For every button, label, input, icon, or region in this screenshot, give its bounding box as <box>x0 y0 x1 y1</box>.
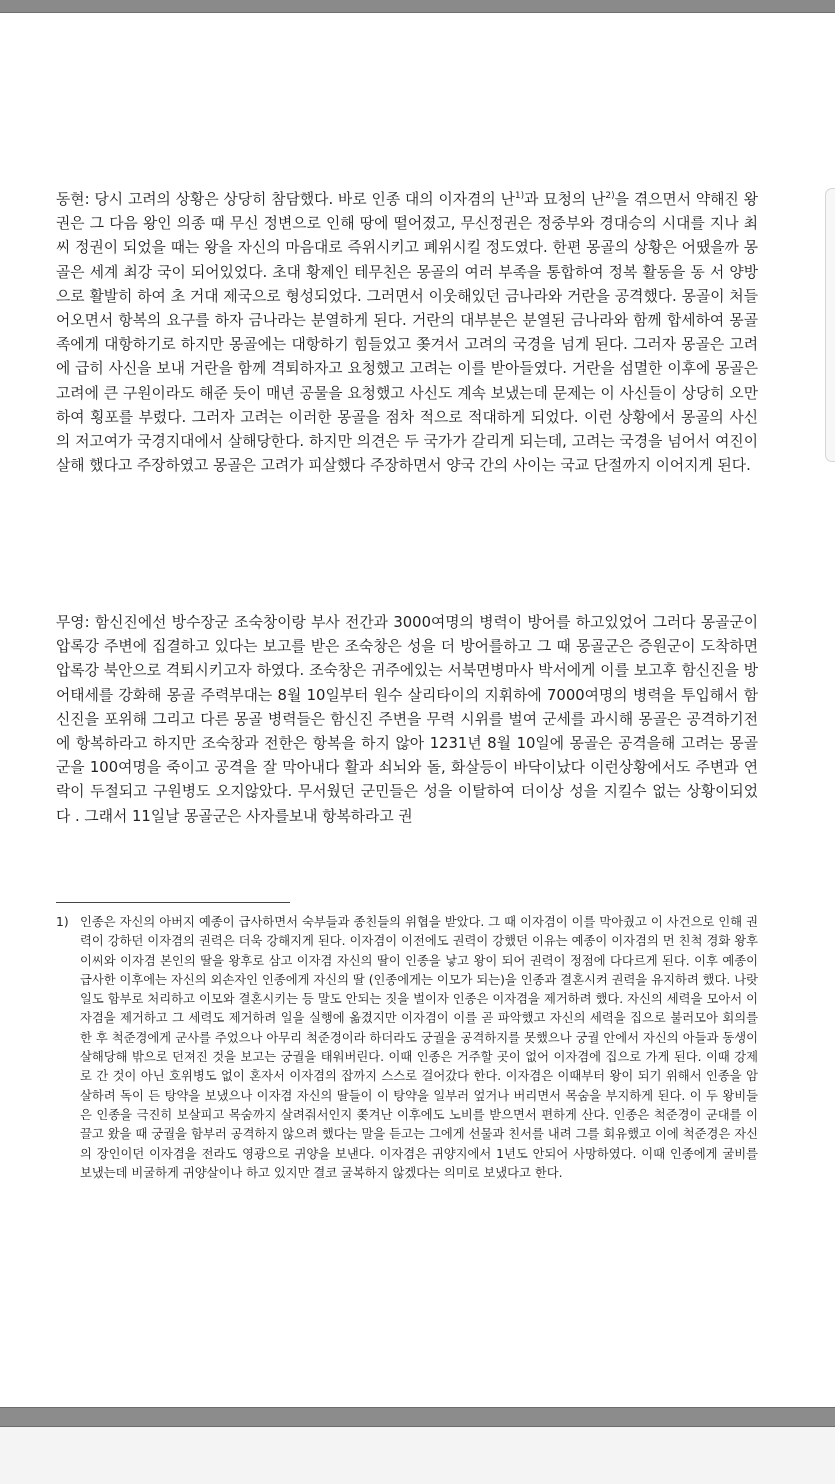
next-page-area <box>0 1427 835 1484</box>
document-page[interactable] <box>0 13 835 1407</box>
footnote-number: 1) <box>56 915 69 929</box>
footnote-divider <box>56 902 290 903</box>
viewer-bottom-bar <box>0 1407 835 1427</box>
viewer-top-bar <box>0 0 835 13</box>
footnote-text: 인종은 자신의 아버지 예종이 급사하면서 숙부들과 종친들의 위협을 받았다. 그 때 이자겸이 이를 막아줬고 이 사건으로 인해 권력이 강하던 이자겸의 권력은 더욱 강해지게 된다. 이자겸이 이전에도 권력이 강했던 이유는 예종이 이자겸의 먼 친척 경화 왕후 이씨와 이자겸 본인의 딸을 왕후로 삼고 이자겸 자신의 딸이 인종을 낳고 왕이 되어 권력이 정점에 다다르게 된다. 이후 예종이 급사한 이후에는 자신의 외손자인 인종에게 자신의 딸 (인종에게는 이모가 되는)을 인종과 결혼시켜 권력을 유지하려 했다. 나랏일도 함부로 처리하고 이모와 결혼시키는 등 말도 안되는 짓을 벌이자 인종은 이자겸을 제거하려 했다. 자신의 세력을 모아서 이자겸을 제거하고 그 세력도 제거하려 일을 실행에 옮겼지만 이자겸이 이를 곧 파악했고 자신의 세력을 집으로 불러모아 회의를 한 후 척준경에게 군사를 주었으나 아무리 척준경이라 하더라도 궁궐을 공격하지를 못했으나 궁궐 안에서 자신의 아들과 동생이 살해당해 밖으로 던져진 것을 보고는 궁궐을 태워버린다. 이때 인종은 거주할 곳이 없어 이자겸에 집으로 가게 된다. 이때 강제로 간 것이 아닌 호위병도 없이 혼자서 이자겸의 잡까지 스스로 걸어갔다 한다. 이자겸은 이때부터 왕이 되기 위해서 인종을 암살하려 독이 든 탕약을 보냈으나 이자겸 자신의 딸들이 이 탕약을 일부러 엎거나 버리면서 목숨을 부지하게 된다. 이 두 왕비들은 인종을 극진히 보살피고 목숨까지 살려줘서인지 쫒겨난 이후에도 노비를 받으면서 편하게 산다. 인종은 척준경이 군대를 이끌고 왔을 때 궁궐을 함부러 공격하지 않으려 했다는 말을 듣고는 그에게 선물과 친서를 내려 그를 회유했고 이에 척준경은 자신의 장인이던 이자겸을 전라도 영광으로 귀양을 보낸다. 이자겸은 귀양지에서 1년도 안되어 사망하였다. 이때 인종에게 굴비를 보냈는데 비굴하게 귀양살이나 하고 있지만 결코 굴복하지 않겠다는 의미로 보냈다고 한다. <box>80 915 758 1180</box>
paragraph-text: 과 묘청의 난 <box>524 191 606 208</box>
footnote-ref-2[interactable]: 2) <box>605 191 615 202</box>
paragraph-muyoung: 무영: 함신진에선 방수장군 조숙창이랑 부사 전간과 3000여명의 병력이 방어를 하고있었어 그러다 몽골군이 압록강 주변에 집결하고 있다는 보고를 받은 조숙창은 성을 더 방어를하고 그 때 몽골군은 증원군이 도착하면 압록강 북안으로 격퇴시키고자 하였다. 조숙창은 귀주에있는 서북면병마사 박서에게 이를 보고후 함신진을 방어태세를 강화해 몽골 주력부대는 8월 10일부터 원수 살리타이의 지휘하에 7000여명의 병력을 투입해서 함신진을 포위해 그리고 다른 몽골 병력들은 함신진 주변을 무력 시위를 벌여 군세를 과시해 몽골은 공격하기전에 항복하라고 하지만 조숙창과 전한은 항복을 하지 않아 1231년 8월 10일에 몽골은 공격을해 고려는 몽골군을 100여명을 죽이고 공격을 잘 막아내다 활과 쇠뇌와 돌, 화살등이 바닥이났다 이런상황에서도 주변과 연락이 두절되고 구원병도 오지않았다. 무서웠던 군민들은 성을 이탈하여 더이상 성을 지킬수 없는 상황이되었다 . 그래서 11일날 몽골군은 사자를보내 항복하라고 권 <box>56 614 758 825</box>
scrollbar-handle[interactable] <box>825 188 835 462</box>
paragraph-donghyun <box>56 188 758 478</box>
paragraph-text: 을 겪으면서 약해진 왕권은 그 다음 왕인 의종 때 무신 정변으로 인해 땅에 떨어졌고, 무신정권은 정중부와 경대승의 시대를 지나 최씨 정권이 되었을 때는 왕을 자신의 마음대로 즉위시키고 폐위시킬 정도였다. 한편 몽골의 상황은 어땠을까 몽골은 세계 최강 국이 되어있었다. 초대 황제인 테무친은 몽골의 여러 부족을 통합하여 정복 활동을 동 서 양방으로 활발히 하여 초 거대 제국으로 형성되었다. 그러면서 이웃해있던 금나라와 거란을 공격했다. 몽골이 처들어오면서 항복의 요구를 하자 금나라는 분열하게 된다. 거란의 대부분은 분열된 금나라와 함께 합세하여 몽골족에게 대항하기로 하지만 몽골에는 대항하기 힘들었고 쫒겨서 고려의 국경을 넘게 된다. 그러자 몽골은 고려에 급히 사신을 보내 거란을 함께 격퇴하자고 요청했고 고려는 이를 받아들였다. 거란을 섬멸한 이후에 몽골은 고려에 큰 구원이라도 해준 듯이 매년 공물을 요청했고 사신도 계속 보냈는데 문제는 이 사신들이 상당히 오만하여 횡포를 부렸다. 그러자 고려는 이러한 몽골을 점차 적으로 적대하게 되었다. 이런 상황에서 몽골의 사신의 저고여가 국경지대에서 살해당한다. 하지만 의견은 두 국가가 갈리게 되는데, 고려는 국경을 넘어서 여진이 살해 했다고 주장하였고 몽골은 고려가 피살했다 주장하면서 양국 간의 사이는 국교 단절까지 이어지게 된다. <box>56 191 758 475</box>
footnote-ref-1[interactable]: 1) <box>514 191 525 202</box>
footnote-1 <box>56 913 758 1183</box>
paragraph-text: 동현: 당시 고려의 상황은 상당히 참담했다. 바로 인종 대의 이자겸의 난 <box>56 191 515 208</box>
